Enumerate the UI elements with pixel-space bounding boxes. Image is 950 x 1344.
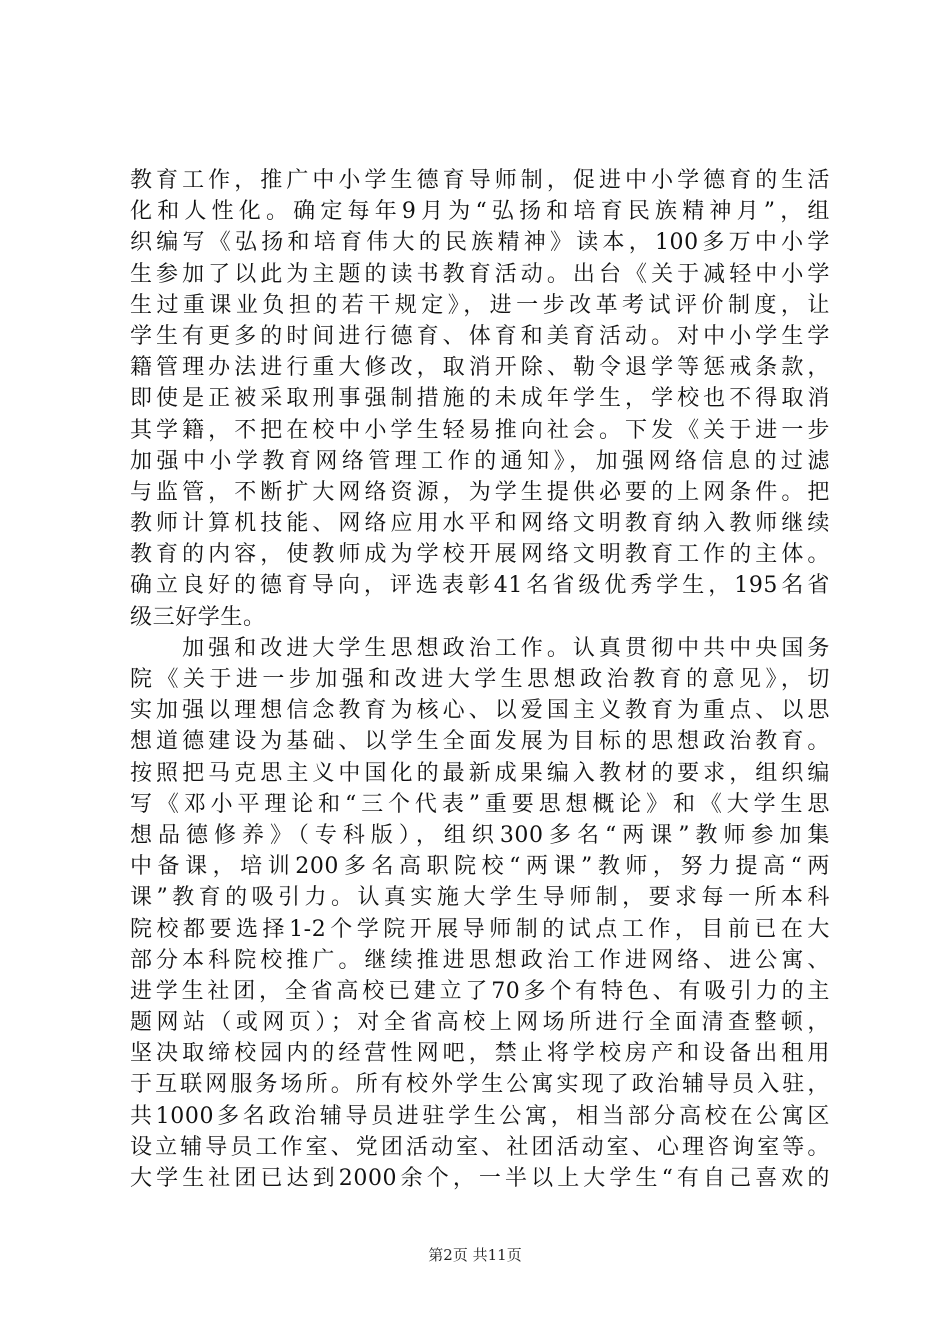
text-line: 想道德建设为基础、以学生全面发展为目标的思想政治教育。	[130, 729, 830, 755]
text-line: 与监管，不断扩大网络资源，为学生提供必要的上网条件。把	[130, 479, 830, 505]
document-body	[130, 165, 830, 1194]
text-line: 课”教育的吸引力。认真实施大学生导师制，要求每一所本科	[130, 885, 830, 911]
text-line: 中备课，培训200多名高职院校“两课”教师，努力提高“两	[130, 854, 830, 880]
text-line: 教育的内容，使教师成为学校开展网络文明教育工作的主体。	[130, 542, 830, 568]
text-line: 即使是正被采取刑事强制措施的未成年学生，学校也不得取消	[130, 386, 830, 412]
page-number: 第2页 共11页	[428, 1246, 522, 1264]
text-line: 学生有更多的时间进行德育、体育和美育活动。对中小学生学	[130, 323, 830, 349]
text-line: 生过重课业负担的若干规定》，进一步改革考试评价制度，让	[130, 292, 830, 318]
text-line: 共1000多名政治辅导员进驻学生公寓，相当部分高校在公寓区	[130, 1103, 830, 1129]
text-line: 坚决取缔校园内的经营性网吧，禁止将学校房产和设备出租用	[130, 1041, 830, 1067]
text-line: 教育工作，推广中小学生德育导师制，促进中小学德育的生活	[130, 168, 830, 193]
text-line: 实加强以理想信念教育为核心、以爱国主义教育为重点、以思	[130, 698, 830, 724]
text-line: 于互联网服务场所。所有校外学生公寓实现了政治辅导员入驻，	[130, 1072, 830, 1098]
text-line: 写《邓小平理论和“三个代表”重要思想概论》和《大学生思	[130, 791, 830, 817]
text-line: 级三好学生。	[130, 604, 266, 630]
text-line: 生参加了以此为主题的读书教育活动。出台《关于减轻中小学	[130, 261, 830, 287]
paragraph-first-line: 加强和改进大学生思想政治工作。认真贯彻中共中央国务	[130, 635, 830, 661]
text-line: 部分本科院校推广。继续推进思想政治工作进网络、进公寓、	[130, 947, 830, 973]
text-line: 设立辅导员工作室、党团活动室、社团活动室、心理咨询室等。	[130, 1134, 830, 1160]
text-line: 题网站（或网页）；对全省高校上网场所进行全面清查整顿，	[130, 1010, 830, 1036]
text-line: 加强中小学教育网络管理工作的通知》，加强网络信息的过滤	[130, 448, 830, 474]
text-line: 教师计算机技能、网络应用水平和网络文明教育纳入教师继续	[130, 511, 830, 537]
text-line: 化和人性化。确定每年9月为“弘扬和培育民族精神月”，组	[130, 199, 830, 225]
text-line: 确立良好的德育导向，评选表彰41名省级优秀学生，195名省	[130, 573, 830, 599]
text-line: 其学籍，不把在校中小学生轻易推向社会。下发《关于进一步	[130, 417, 830, 443]
text-line: 院《关于进一步加强和改进大学生思想政治教育的意见》，切	[130, 667, 830, 692]
text-line: 进学生社团，全省高校已建立了70多个有特色、有吸引力的主	[130, 978, 830, 1004]
text-line: 按照把马克思主义中国化的最新成果编入教材的要求，组织编	[130, 760, 830, 786]
text-line: 院校都要选择1-2个学院开展导师制的试点工作，目前已在大	[130, 916, 830, 942]
text-line: 织编写《弘扬和培育伟大的民族精神》读本，100多万中小学	[130, 230, 830, 256]
text-line: 大学生社团已达到2000余个，一半以上大学生“有自己喜欢的	[130, 1166, 830, 1191]
text-line: 想品德修养》（专科版），组织300多名“两课”教师参加集	[130, 822, 830, 848]
text-line: 籍管理办法进行重大修改，取消开除、勒令退学等惩戒条款，	[130, 355, 830, 381]
